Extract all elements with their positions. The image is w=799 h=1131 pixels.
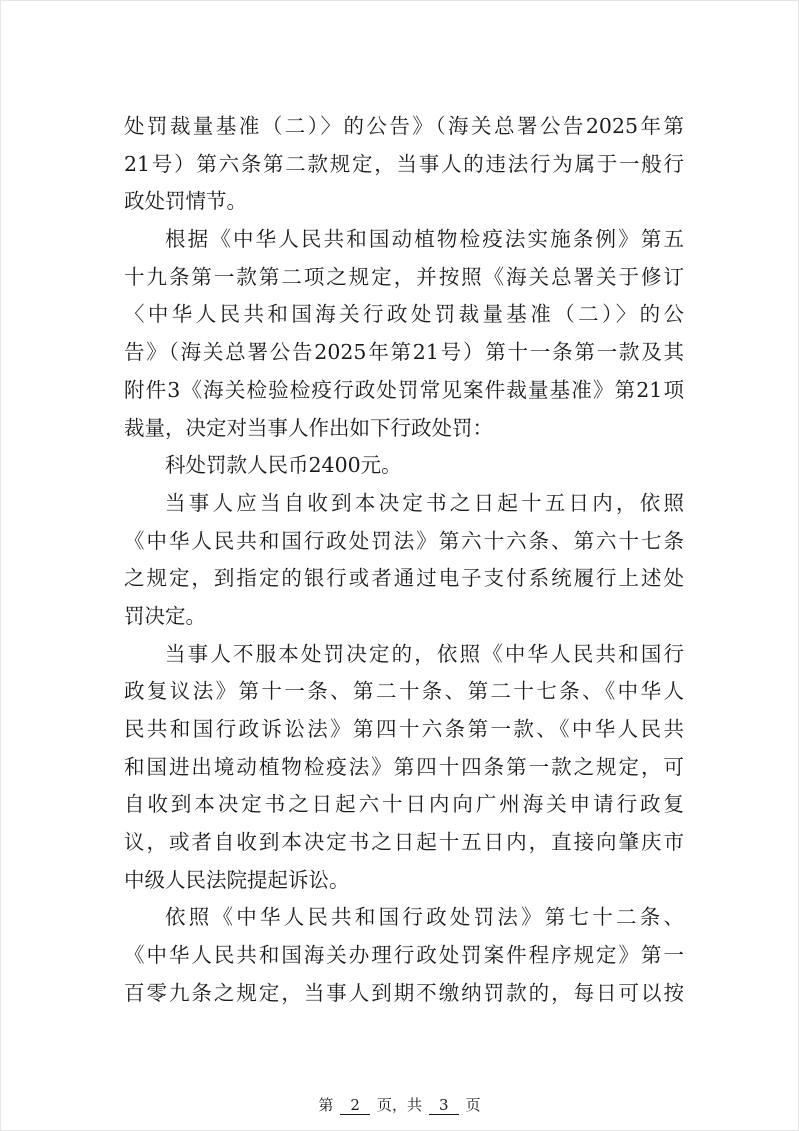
text-line-16: 政复议法》第十一条、第二十条、第二十七条、《中华人 <box>124 679 684 704</box>
text-line-2: 21号）第六条第二款规定，当事人的违法行为属于一般行 <box>124 151 684 176</box>
text-line-23: 《中华人民共和国海关办理行政处罚案件程序规定》第一 <box>124 943 684 968</box>
footer-suffix: 页 <box>465 1096 481 1114</box>
text-line-9: 裁量，决定对当事人作出如下行政处罚： <box>124 415 493 440</box>
text-line-11: 当事人应当自收到本决定书之日起十五日内，依照 <box>165 490 684 515</box>
text-line-19: 自收到本决定书之日起六十日内向广州海关申请行政复 <box>124 792 684 817</box>
text-line-6: 〈中华人民共和国海关行政处罚裁量基准（二）〉的公 <box>124 302 684 327</box>
text-line-17: 民共和国行政诉讼法》第四十六条第一款、《中华人民共 <box>124 717 684 741</box>
footer-middle: 页，共 <box>376 1096 422 1114</box>
text-line-18: 和国进出境动植物检疫法》第四十四条第一款之规定，可 <box>124 754 684 779</box>
text-line-13: 之规定，到指定的银行或者通过电子支付系统履行上述处 <box>124 566 684 591</box>
text-line-22: 依照《中华人民共和国行政处罚法》第七十二条、 <box>165 905 684 930</box>
text-line-21: 中级人民法院提起诉讼。 <box>124 867 350 892</box>
text-line-5: 十九条第一款第二项之规定，并按照《海关总署关于修订 <box>124 264 684 289</box>
text-line-15: 当事人不服本处罚决定的，依照《中华人民共和国行 <box>165 641 684 666</box>
total-page-count: 3 <box>429 1097 459 1115</box>
document-body <box>124 108 684 1013</box>
text-line-4: 根据《中华人民共和国动植物检疫法实施条例》第五 <box>165 227 684 252</box>
text-line-12: 《中华人民共和国行政处罚法》第六十六条、第六十七条 <box>124 528 684 553</box>
text-line-7: 告》（海关总署公告2025年第21号）第十一条第一款及其 <box>124 340 684 365</box>
text-line-20: 议，或者自收到本决定书之日起十五日内，直接向肇庆市 <box>124 830 684 855</box>
text-line-3: 政处罚情节。 <box>124 189 247 214</box>
text-line-14: 罚决定。 <box>124 603 206 628</box>
text-line-10: 科处罚款人民币2400元。 <box>165 453 402 478</box>
text-line-24: 百零九条之规定，当事人到期不缴纳罚款的，每日可以按 <box>124 980 684 1005</box>
text-line-8: 附件3《海关检验检疫行政处罚常见案件裁量基准》第21项 <box>124 377 684 402</box>
current-page-number: 2 <box>340 1097 370 1115</box>
footer-prefix: 第 <box>318 1096 334 1114</box>
text-line-1: 处罚裁量基准（二）〉的公告》（海关总署公告2025年第 <box>124 114 684 138</box>
page-footer <box>0 1094 799 1116</box>
